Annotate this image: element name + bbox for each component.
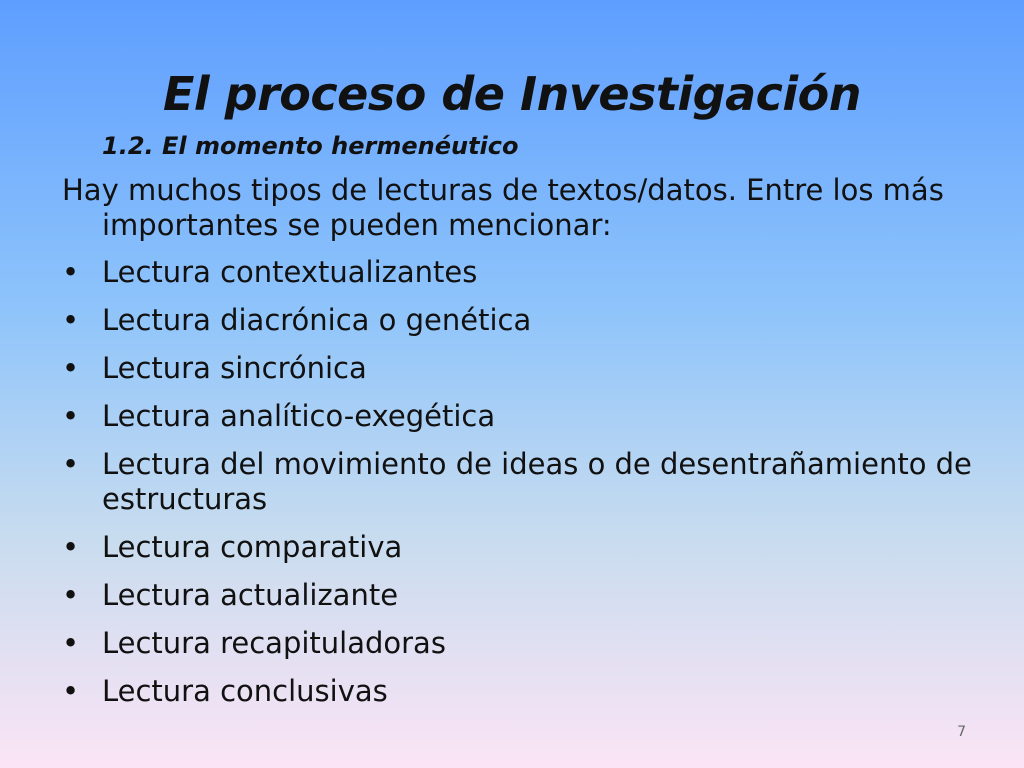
- list-item: [62, 447, 982, 517]
- bullet-icon: •: [62, 626, 80, 660]
- list-item-text: Lectura comparativa: [102, 530, 403, 564]
- bullet-list: [62, 255, 982, 709]
- bullet-icon: •: [62, 351, 80, 385]
- list-item-text: Lectura recapituladoras: [102, 626, 446, 660]
- list-item: [62, 255, 982, 290]
- list-item: [62, 530, 982, 565]
- bullet-icon: •: [62, 530, 80, 564]
- list-item: [62, 399, 982, 434]
- list-item: [62, 626, 982, 661]
- list-item: [62, 351, 982, 386]
- bullet-icon: •: [62, 447, 80, 481]
- list-item-text: Lectura conclusivas: [102, 674, 388, 708]
- intro-paragraph: Hay muchos tipos de lecturas de textos/datos. Entre los más importantes se pueden mencionar:: [62, 173, 944, 242]
- bullet-icon: •: [62, 578, 80, 612]
- list-item-text: Lectura del movimiento de ideas o de desentrañamiento de estructuras: [102, 447, 972, 516]
- slide-subtitle: 1.2. El momento hermenéutico: [102, 132, 519, 160]
- list-item: [62, 303, 982, 338]
- page-number: 7: [957, 724, 966, 740]
- list-item-text: Lectura analítico-exegética: [102, 399, 496, 433]
- bullet-icon: •: [62, 255, 80, 289]
- bullet-icon: •: [62, 674, 80, 708]
- list-item: [62, 674, 982, 709]
- list-item-text: Lectura sincrónica: [102, 351, 367, 385]
- bullet-icon: •: [62, 399, 80, 433]
- list-item-text: Lectura contextualizantes: [102, 255, 478, 289]
- list-item-text: Lectura diacrónica o genética: [102, 303, 532, 337]
- bullet-icon: •: [62, 303, 80, 337]
- slide-title: El proceso de Investigación: [162, 67, 862, 121]
- list-item-text: Lectura actualizante: [102, 578, 399, 612]
- list-item: [62, 578, 982, 613]
- slide-body: [62, 173, 982, 722]
